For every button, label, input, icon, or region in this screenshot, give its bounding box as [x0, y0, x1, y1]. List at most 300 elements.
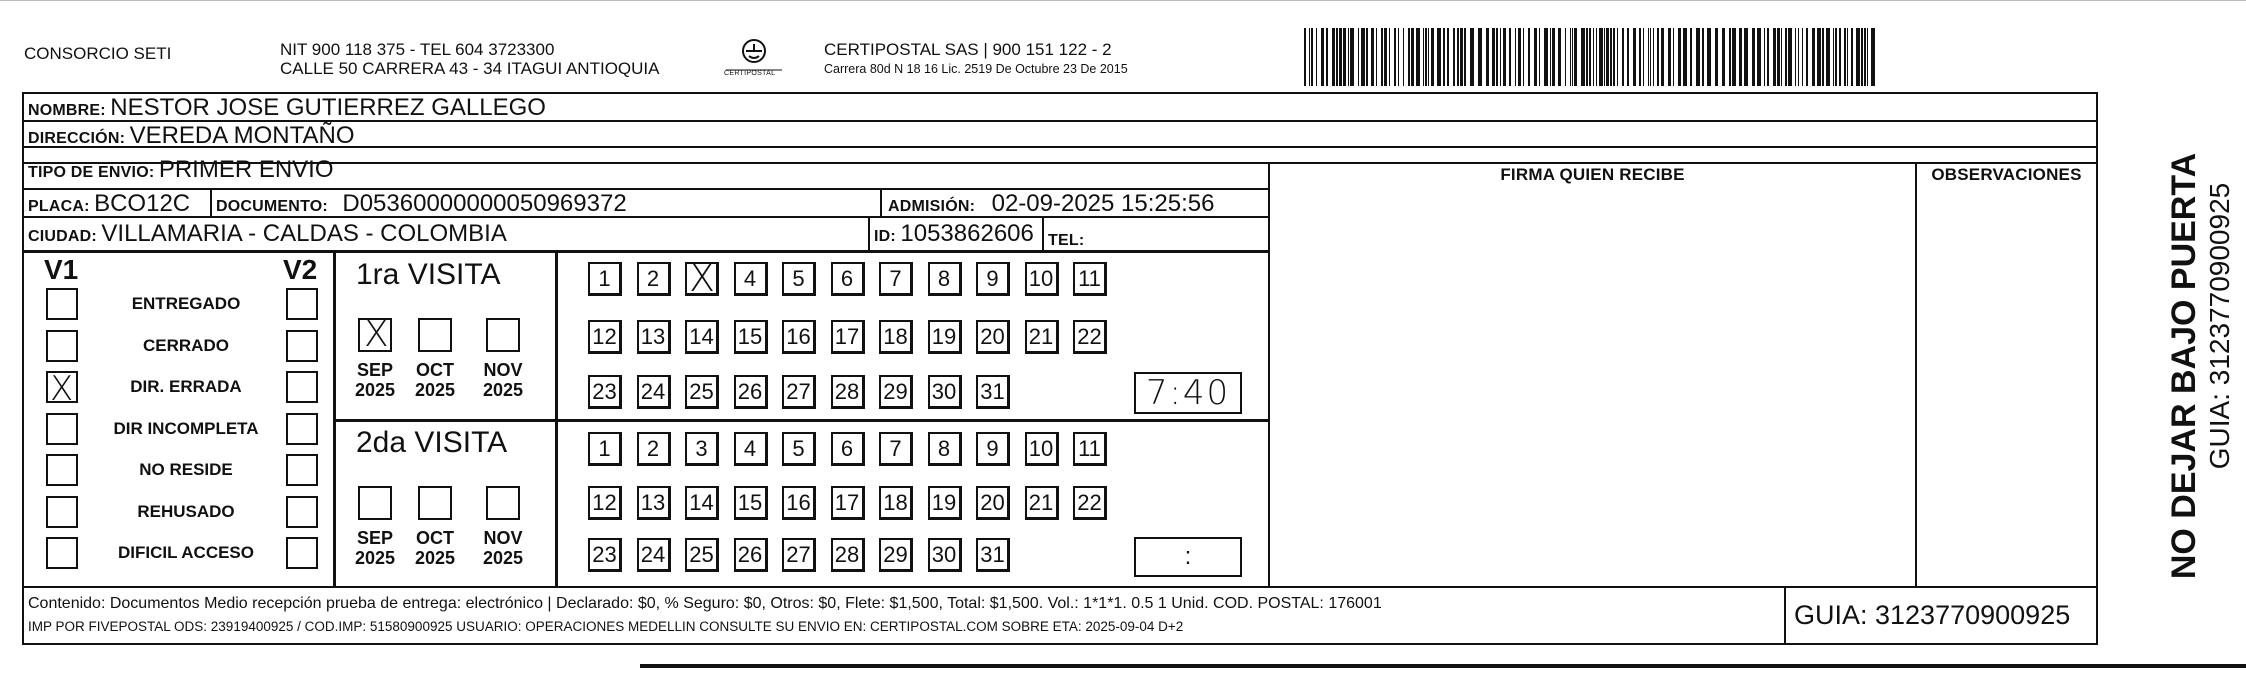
- first-day-number: 22: [1077, 323, 1102, 349]
- v2-checkbox[interactable]: [286, 288, 318, 320]
- nombre-label: NOMBRE:: [28, 102, 106, 119]
- second-day-box[interactable]: [782, 538, 816, 572]
- second-day-box[interactable]: [1025, 432, 1059, 466]
- second-day-number: 31: [980, 541, 1005, 567]
- barcode-bar: [1622, 28, 1624, 86]
- second-day-box[interactable]: [1025, 486, 1059, 520]
- first-day-box[interactable]: [976, 262, 1010, 296]
- barcode-bar: [1661, 28, 1664, 86]
- barcode-bar: [1835, 28, 1837, 86]
- second-day-box[interactable]: [782, 486, 816, 520]
- first-day-box[interactable]: [734, 262, 768, 296]
- barcode-bar: [1606, 28, 1609, 86]
- direccion-field: [28, 124, 354, 148]
- tipo-envio-value: PRIMER ENVIO: [158, 156, 334, 183]
- barcode-bar: [1316, 28, 1317, 86]
- barcode-bar: [1683, 28, 1687, 86]
- barcode-bar: [1509, 28, 1511, 86]
- first-day-box[interactable]: [588, 375, 622, 409]
- first-day-number: 5: [792, 265, 805, 291]
- v1-checkbox[interactable]: [46, 369, 78, 409]
- first-day-number: 31: [980, 378, 1005, 404]
- barcode-bar: [1764, 28, 1765, 86]
- second-visit-time[interactable]: [1134, 537, 1242, 577]
- first-day-number: 11: [1078, 265, 1101, 291]
- second-day-box[interactable]: [734, 538, 768, 572]
- barcode-bar: [1381, 28, 1383, 86]
- barcode-bar: [1767, 28, 1769, 86]
- second-visit-title: 2da VISITA: [356, 426, 508, 459]
- barcode-bar: [1398, 28, 1399, 86]
- id-field: [874, 222, 1034, 246]
- v2-checkbox[interactable]: [286, 454, 318, 486]
- first-day-number: 23: [592, 378, 617, 404]
- v1-checkbox[interactable]: [46, 413, 78, 445]
- first-day-number: 16: [786, 323, 811, 349]
- barcode-bar: [1339, 28, 1342, 86]
- company-name: CONSORCIO SETI: [24, 44, 172, 63]
- second-day-number: 5: [792, 435, 805, 461]
- barcode-bar: [1633, 28, 1636, 86]
- barcode-bar: [1447, 28, 1449, 86]
- first-day-box[interactable]: [1025, 262, 1059, 296]
- barcode-bar: [1696, 28, 1700, 86]
- barcode-bar: [1464, 28, 1466, 86]
- barcode-bar: [1781, 28, 1782, 86]
- reason-label: CERRADO: [143, 335, 229, 355]
- placa-label: PLACA:: [28, 198, 90, 215]
- second-day-box[interactable]: [831, 538, 865, 572]
- barcode-bar: [1744, 28, 1748, 86]
- barcode-bar: [1311, 28, 1313, 86]
- v1-checkbox[interactable]: [46, 537, 78, 569]
- second-day-box[interactable]: [588, 538, 622, 572]
- barcode-bar: [1643, 28, 1644, 86]
- second-day-box[interactable]: [976, 486, 1010, 520]
- placa-value: BCO12C: [94, 190, 191, 217]
- observaciones-header: OBSERVACIONES: [1931, 165, 2082, 184]
- barcode-bar: [1416, 28, 1420, 86]
- barcode-bar: [1788, 28, 1792, 86]
- barcode-bar: [1558, 28, 1561, 86]
- ciudad-field: [28, 222, 507, 246]
- second-day-box[interactable]: [637, 432, 671, 466]
- first-day-box[interactable]: [734, 320, 768, 354]
- first-day-number: 18: [883, 323, 908, 349]
- second-month-checkbox[interactable]: [486, 486, 520, 520]
- barcode-bar: [1610, 28, 1612, 86]
- barcode-bar: [1572, 28, 1573, 86]
- id-label: ID:: [874, 228, 896, 245]
- barcode-bar: [1394, 28, 1396, 86]
- barcode-bar: [1309, 28, 1310, 86]
- second-day-box[interactable]: [879, 538, 913, 572]
- ciudad-value: VILLAMARIA - CALDAS - COLOMBIA: [101, 220, 507, 247]
- first-day-box[interactable]: [831, 320, 865, 354]
- placa-field: [28, 192, 190, 216]
- reason-label: ENTREGADO: [131, 294, 241, 313]
- second-day-number: 6: [840, 435, 854, 461]
- barcode-bar: [1702, 28, 1704, 86]
- barcode-bar: [1528, 28, 1530, 86]
- second-day-box[interactable]: [734, 432, 768, 466]
- barcode-bar: [1425, 28, 1427, 86]
- barcode-bar: [1348, 28, 1349, 86]
- second-day-number: 1: [598, 435, 611, 461]
- barcode-bar: [1596, 28, 1597, 86]
- barcode-bar: [1871, 28, 1875, 86]
- second-day-number: 12: [592, 489, 617, 515]
- barcode-bar: [1839, 28, 1841, 86]
- second-day-number: 15: [737, 489, 763, 515]
- barcode-bar: [1453, 28, 1455, 86]
- barcode-bar: [1304, 28, 1306, 86]
- first-day-box[interactable]: [637, 320, 671, 354]
- reason-label: NO RESIDE: [139, 460, 233, 479]
- first-day-box[interactable]: [782, 262, 816, 296]
- barcode-bar: [1486, 28, 1489, 86]
- barcode-bar: [1812, 28, 1815, 86]
- second-day-number: 26: [737, 541, 763, 567]
- second-day-number: 4: [743, 435, 757, 461]
- tipo-envio-field: [28, 158, 334, 182]
- second-day-box[interactable]: [734, 486, 768, 520]
- first-day-box[interactable]: [928, 262, 962, 296]
- first-visit-title: 1ra VISITA: [356, 258, 501, 291]
- first-month-checkbox[interactable]: [486, 318, 520, 352]
- barcode-bar: [1627, 28, 1629, 86]
- barcode-bar: [1795, 28, 1796, 86]
- second-day-box[interactable]: [976, 432, 1010, 466]
- barcode-bar: [1411, 28, 1414, 86]
- first-day-box[interactable]: [831, 375, 865, 409]
- barcode-bar: [1423, 28, 1424, 86]
- barcode-bar: [1539, 28, 1540, 86]
- first-day-number: 27: [786, 378, 811, 404]
- contenido-line: Contenido: Documentos Medio recepción prueba de entrega: electrónico | Declarado: $0, % Seguro: $0, Otros: $0, Flete: $1,500, Total: $1,500. Vol.: 1*1*1. 0.5 1 Unid. COD. POSTAL: 176001: [28, 595, 1382, 612]
- barcode-bar: [1739, 28, 1742, 86]
- barcode-bar: [1343, 28, 1346, 86]
- tel-field: [1048, 226, 1084, 250]
- barcode-bar: [1321, 28, 1324, 86]
- first-day-number: 25: [689, 378, 714, 404]
- first-day-box[interactable]: [588, 320, 622, 354]
- logo-caption: CERTIPOSTAL: [724, 70, 776, 77]
- v1-checkbox[interactable]: [46, 330, 78, 362]
- barcode-bar: [1802, 28, 1803, 86]
- first-month-checkbox[interactable]: [418, 318, 452, 352]
- second-day-box[interactable]: [685, 538, 719, 572]
- barcode-bar: [1361, 28, 1365, 86]
- barcode-bar: [1403, 28, 1404, 86]
- first-month-mark: X: [364, 314, 389, 355]
- second-day-box[interactable]: [1073, 486, 1107, 520]
- barcode-bar: [1478, 28, 1482, 86]
- second-day-number: 9: [986, 435, 999, 461]
- barcode-bar: [1350, 28, 1354, 86]
- second-day-number: 24: [640, 541, 666, 567]
- barcode-bar: [1457, 28, 1459, 86]
- first-day-box[interactable]: [879, 262, 913, 296]
- v2-checkbox[interactable]: [286, 330, 318, 362]
- first-day-number: 20: [980, 323, 1005, 349]
- first-day-number: 10: [1028, 265, 1054, 291]
- barcode-bar: [1864, 28, 1866, 86]
- second-day-box[interactable]: [637, 538, 671, 572]
- v1-checkbox[interactable]: [46, 288, 78, 320]
- first-day-box[interactable]: [879, 375, 913, 409]
- second-day-box[interactable]: [637, 486, 671, 520]
- barcode-bar: [1408, 28, 1410, 86]
- second-day-box[interactable]: [928, 486, 962, 520]
- second-day-number: 28: [834, 541, 860, 567]
- nombre-field: [28, 96, 546, 120]
- second-day-number: 30: [931, 541, 957, 567]
- direccion-value: VEREDA MONTAÑO: [129, 122, 355, 149]
- barcode-bar: [1798, 28, 1799, 86]
- barcode-bar: [1757, 28, 1761, 86]
- first-month-label: SEP 2025: [354, 360, 396, 400]
- nit-line: NIT 900 118 375 - TEL 604 3723300: [280, 40, 555, 59]
- barcode-bar: [1336, 28, 1338, 86]
- barcode: [1304, 28, 1882, 86]
- barcode-bar: [1773, 28, 1776, 86]
- barcode-bar: [1428, 28, 1429, 86]
- first-month-checkbox[interactable]: [358, 314, 392, 355]
- second-month-checkbox[interactable]: [418, 486, 452, 520]
- second-day-number: 8: [937, 435, 951, 461]
- barcode-bar: [1785, 28, 1787, 86]
- barcode-bar: [1544, 28, 1548, 86]
- first-day-box[interactable]: [976, 375, 1010, 409]
- barcode-bar: [1777, 28, 1780, 86]
- barcode-bar: [1552, 28, 1555, 86]
- second-day-number: 27: [786, 541, 811, 567]
- imp-line: IMP POR FIVEPOSTAL ODS: 23919400925 / COD.IMP: 51580900925 USUARIO: OPERACIONES MEDELLIN CONSULTE SU ENVIO EN: CERTIPOSTAL.COM SOBRE ETA: 2025-09-04 D+2: [28, 619, 1184, 634]
- first-day-box[interactable]: [879, 320, 913, 354]
- barcode-bar: [1565, 28, 1566, 86]
- second-month-checkbox[interactable]: [358, 486, 392, 520]
- barcode-bar: [1376, 28, 1377, 86]
- first-day-box[interactable]: [637, 375, 671, 409]
- barcode-bar: [1639, 28, 1641, 86]
- barcode-bar: [1822, 28, 1824, 86]
- barcode-bar: [1460, 28, 1463, 86]
- v1-checkbox-mark: X: [50, 369, 74, 409]
- barcode-bar: [1515, 28, 1516, 86]
- barcode-bar: [1856, 28, 1860, 86]
- barcode-bar: [1806, 28, 1808, 86]
- barcode-bar: [1732, 28, 1736, 86]
- first-day-number: 21: [1028, 323, 1054, 349]
- barcode-bar: [1358, 28, 1359, 86]
- first-day-number: 12: [592, 323, 617, 349]
- barcode-bar: [1668, 28, 1671, 86]
- first-day-number: 1: [598, 265, 611, 291]
- barcode-bar: [1518, 28, 1521, 86]
- barcode-bar: [1534, 28, 1537, 86]
- second-day-box[interactable]: [928, 432, 962, 466]
- first-day-number: 15: [737, 323, 763, 349]
- first-day-box[interactable]: [782, 320, 816, 354]
- first-day-number: 4: [743, 265, 757, 291]
- tipo-envio-label: TIPO DE ENVIO:: [28, 164, 155, 181]
- first-day-box[interactable]: [588, 262, 622, 296]
- second-month-label: NOV 2025: [482, 528, 524, 568]
- barcode-bar: [1500, 28, 1501, 86]
- second-day-box[interactable]: [928, 538, 962, 572]
- first-day-number: 7: [889, 265, 902, 291]
- second-day-number: 11: [1078, 435, 1101, 461]
- second-day-number: 14: [689, 489, 714, 515]
- second-day-number: 20: [980, 489, 1005, 515]
- second-day-box[interactable]: [976, 538, 1010, 572]
- second-day-box[interactable]: [685, 486, 719, 520]
- barcode-bar: [1496, 28, 1498, 86]
- barcode-bar: [1653, 28, 1654, 86]
- second-day-number: 17: [834, 489, 860, 515]
- v2-heading: V2: [283, 254, 318, 285]
- first-day-box[interactable]: [831, 262, 865, 296]
- first-day-number: 14: [689, 323, 714, 349]
- barcode-bar: [1443, 28, 1445, 86]
- second-day-number: 19: [931, 489, 957, 515]
- barcode-bar: [1826, 28, 1830, 86]
- first-day-box[interactable]: [782, 375, 816, 409]
- first-visit-time[interactable]: [1134, 372, 1242, 414]
- first-visit-time-value: 7:40: [1145, 373, 1231, 413]
- barcode-bar: [1332, 28, 1335, 86]
- first-month-label: NOV 2025: [482, 360, 524, 400]
- second-day-number: 22: [1077, 489, 1102, 515]
- nombre-value: NESTOR JOSE GUTIERREZ GALLEGO: [110, 94, 546, 121]
- second-day-box[interactable]: [782, 432, 816, 466]
- first-day-number: 30: [931, 378, 957, 404]
- first-day-number: 9: [986, 265, 999, 291]
- barcode-bar: [1599, 28, 1603, 86]
- first-day-box[interactable]: [734, 375, 768, 409]
- first-day-number: 26: [737, 378, 763, 404]
- barcode-bar: [1593, 28, 1594, 86]
- first-day-number: 13: [640, 323, 666, 349]
- second-day-box[interactable]: [588, 486, 622, 520]
- barcode-bar: [1586, 28, 1588, 86]
- v1-checkbox[interactable]: [46, 496, 78, 528]
- v2-checkbox[interactable]: [286, 496, 318, 528]
- first-day-box[interactable]: [685, 256, 719, 300]
- barcode-bar: [1722, 28, 1725, 86]
- barcode-bar: [1492, 28, 1495, 86]
- second-day-number: 16: [786, 489, 811, 515]
- barcode-bar: [1503, 28, 1506, 86]
- barcode-bar: [1431, 28, 1434, 86]
- second-day-box[interactable]: [831, 486, 865, 520]
- first-day-number: 17: [834, 323, 860, 349]
- first-day-box[interactable]: [976, 320, 1010, 354]
- barcode-bar: [1752, 28, 1755, 86]
- barcode-bar: [1574, 28, 1577, 86]
- barcode-bar: [1729, 28, 1731, 86]
- first-day-box[interactable]: [637, 262, 671, 296]
- barcode-bar: [1437, 28, 1441, 86]
- direccion-label: DIRECCIÓN:: [28, 130, 126, 147]
- barcode-bar: [1326, 28, 1328, 86]
- first-day-mark: X: [689, 256, 716, 300]
- second-day-number: 25: [689, 541, 714, 567]
- first-day-number: 24: [640, 378, 666, 404]
- second-day-number: 29: [883, 541, 908, 567]
- first-day-number: 8: [937, 265, 951, 291]
- barcode-bar: [1715, 28, 1718, 86]
- reason-label: DIR. ERRADA: [130, 377, 242, 396]
- barcode-bar: [1851, 28, 1853, 86]
- second-day-number: 21: [1028, 489, 1054, 515]
- certipostal-line: CERTIPOSTAL SAS | 900 151 122 - 2: [824, 40, 1112, 59]
- barcode-bar: [1867, 28, 1868, 86]
- first-day-number: 2: [646, 265, 660, 291]
- tel-label: TEL:: [1048, 232, 1085, 249]
- second-day-box[interactable]: [831, 432, 865, 466]
- barcode-bar: [1707, 28, 1711, 86]
- firma-header: FIRMA QUIEN RECIBE: [1500, 165, 1685, 184]
- admision-label: ADMISIÓN:: [888, 198, 976, 215]
- second-day-number: 3: [695, 435, 708, 461]
- first-day-number: 29: [883, 378, 908, 404]
- first-day-box[interactable]: [1073, 262, 1107, 296]
- second-day-box[interactable]: [588, 432, 622, 466]
- second-day-number: 2: [646, 435, 660, 461]
- barcode-bar: [1673, 28, 1674, 86]
- first-day-box[interactable]: [928, 375, 962, 409]
- second-day-box[interactable]: [879, 432, 913, 466]
- first-day-box[interactable]: [685, 320, 719, 354]
- first-day-number: 19: [931, 323, 957, 349]
- barcode-bar: [1384, 28, 1387, 86]
- barcode-bar: [1581, 28, 1585, 86]
- barcode-bar: [1657, 28, 1659, 86]
- barcode-bar: [1678, 28, 1681, 86]
- first-month-label: OCT 2025: [414, 360, 456, 400]
- first-day-box[interactable]: [685, 375, 719, 409]
- barcode-bar: [1604, 28, 1605, 86]
- ciudad-label: CIUDAD:: [28, 228, 97, 245]
- second-day-number: 23: [592, 541, 617, 567]
- id-value: 1053862606: [900, 220, 1034, 247]
- second-day-number: 7: [889, 435, 902, 461]
- first-day-box[interactable]: [1025, 320, 1059, 354]
- documento-field: [216, 192, 627, 216]
- first-day-number: 6: [840, 265, 854, 291]
- barcode-bar: [1833, 28, 1834, 86]
- no-dejar-text: NO DEJAR BAJO PUERTA: [2165, 152, 2203, 580]
- v1-checkbox[interactable]: [46, 454, 78, 486]
- barcode-bar: [1523, 28, 1524, 86]
- second-day-box[interactable]: [1073, 432, 1107, 466]
- barcode-bar: [1617, 28, 1618, 86]
- first-day-box[interactable]: [928, 320, 962, 354]
- second-day-box[interactable]: [685, 432, 719, 466]
- side-guia-text: GUIA: 3123770900925: [2204, 182, 2235, 470]
- v2-checkbox[interactable]: [286, 413, 318, 445]
- barcode-bar: [1690, 28, 1692, 86]
- certipostal-license: Carrera 80d N 18 16 Lic. 2519 De Octubre 23 De 2015: [824, 62, 1128, 76]
- first-day-box[interactable]: [1073, 320, 1107, 354]
- barcode-bar: [1847, 28, 1848, 86]
- v2-checkbox[interactable]: [286, 371, 318, 403]
- second-day-box[interactable]: [879, 486, 913, 520]
- barcode-bar: [1589, 28, 1591, 86]
- v2-checkbox[interactable]: [286, 537, 318, 569]
